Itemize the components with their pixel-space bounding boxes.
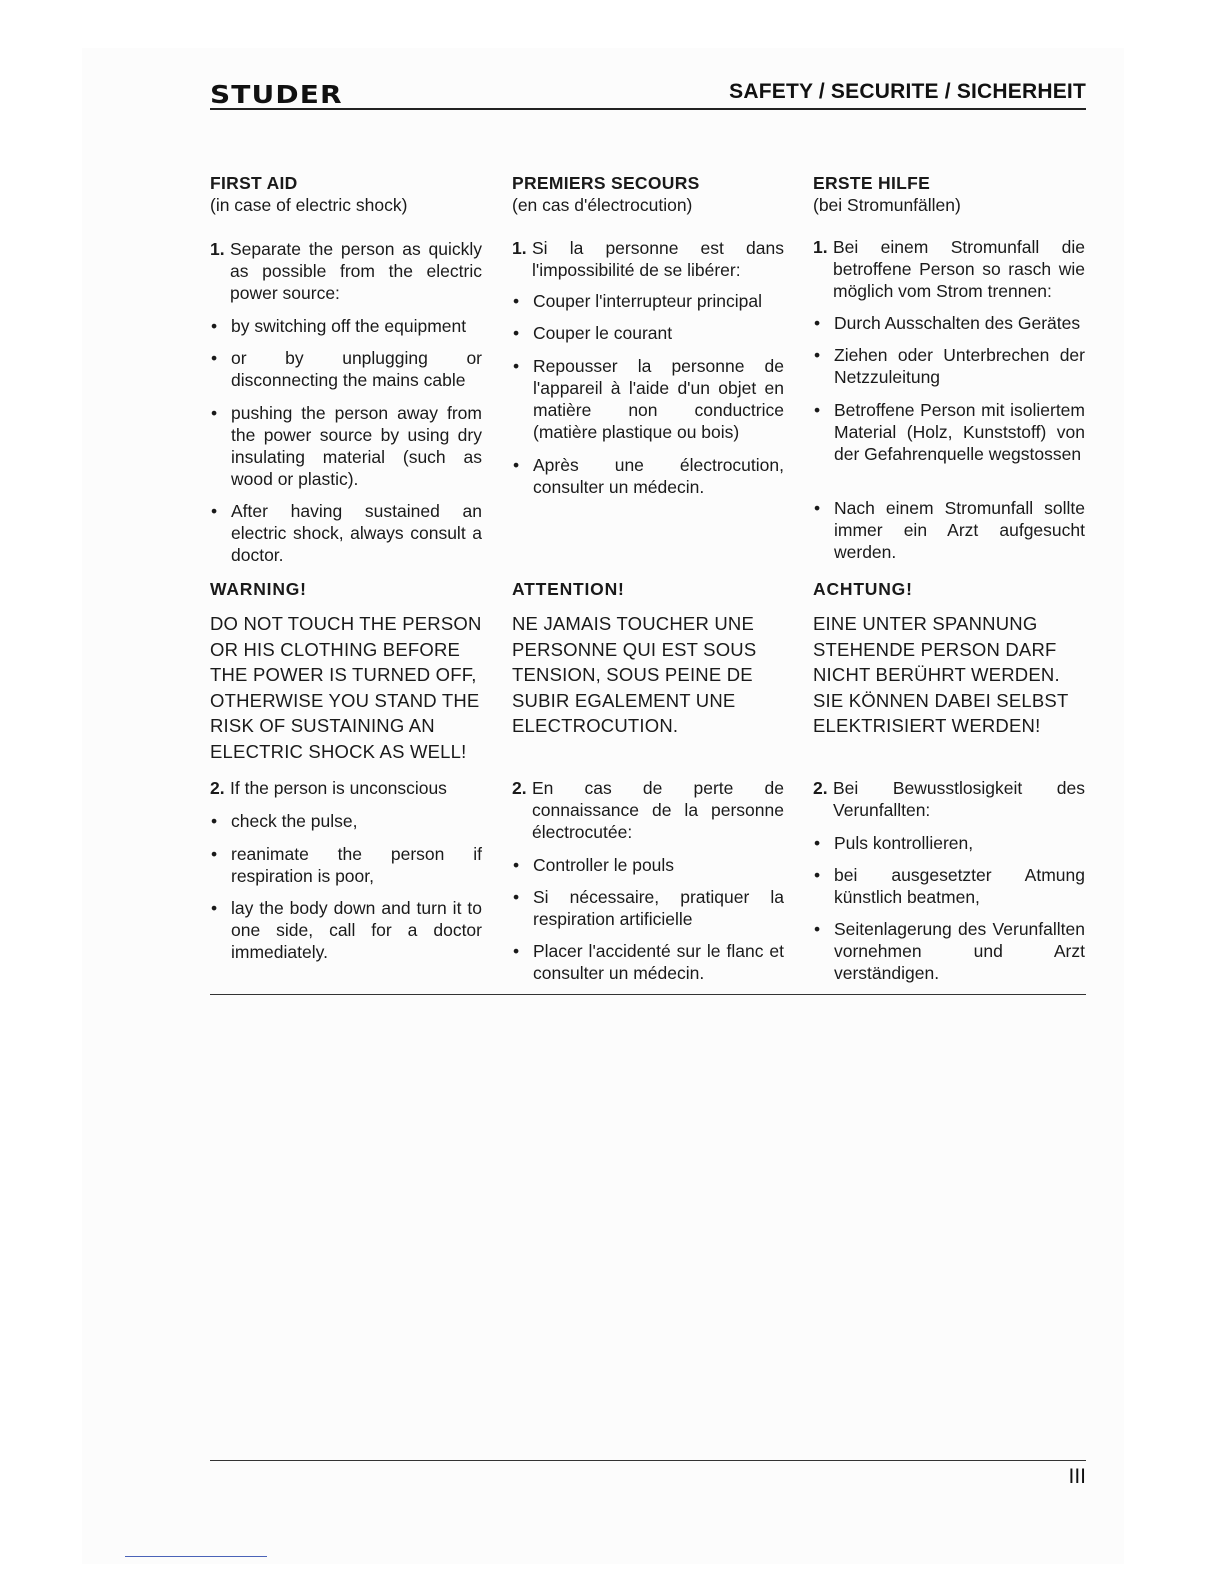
section-heading	[512, 172, 784, 216]
step-text: Bei einem Stromunfall die betroffene Person so rasch wie möglich vom Strom trennen:	[833, 237, 1085, 301]
bullet-icon: •	[814, 400, 821, 420]
section-title: FIRST AID	[210, 173, 298, 193]
bullet-icon: •	[513, 323, 520, 343]
section-heading	[210, 172, 482, 216]
list-item: • check the pulse,	[211, 811, 358, 831]
list-item: • Puls kontrollieren,	[814, 833, 974, 853]
list-item: • reanimate the person if respiration is poor,	[211, 844, 482, 886]
bullet-icon: •	[211, 811, 218, 831]
warning-text: EINE UNTER SPANNUNG STEHENDE PERSON DARF NICHT BERÜHRT WERDEN. SIE KÖNNEN DABEI SELBST ELEKTRISIERT WERDEN!	[813, 613, 1069, 736]
warning-text: DO NOT TOUCH THE PERSON OR HIS CLOTHING BEFORE THE POWER IS TURNED OFF, OTHERWISE YOU STAND THE RISK OF SUSTAINING AN ELECTRIC SHOCK AS WELL!	[210, 613, 482, 762]
bullet-icon: •	[211, 348, 218, 368]
bullet-icon: •	[814, 865, 821, 885]
page-number: III	[1068, 1465, 1086, 1488]
section-subtitle: (en cas d'électrocution)	[512, 195, 693, 215]
section-heading	[813, 172, 1085, 216]
step-text: Si la personne est dans l'impossibilité de se libérer:	[532, 238, 784, 280]
list-item: • Si nécessaire, pratiquer la respiration artificielle	[513, 887, 784, 929]
bullet-icon: •	[814, 345, 821, 365]
step-number: 1.	[813, 237, 828, 257]
section-title: ERSTE HILFE	[813, 173, 931, 193]
bullet-icon: •	[814, 919, 821, 939]
step-number: 1.	[512, 238, 527, 258]
warning-title: WARNING!	[210, 579, 307, 599]
step-text: If the person is unconscious	[230, 778, 447, 798]
list-item: • Nach einem Stromunfall sollte immer ein Arzt aufgesucht werden.	[814, 498, 1085, 562]
warning-title: ATTENTION!	[512, 579, 625, 599]
list-item: • Couper l'interrupteur principal	[513, 291, 763, 311]
list-item: • or by unplugging or disconnecting the mains cable	[211, 348, 482, 390]
step-number: 2.	[813, 778, 828, 798]
step-number: 1.	[210, 239, 225, 259]
list-item: • lay the body down and turn it to one side, call for a doctor immediately.	[211, 898, 482, 962]
step-text: Bei Bewusstlosigkeit des Verunfallten:	[833, 778, 1085, 820]
bullet-icon: •	[814, 313, 821, 333]
step-2	[813, 777, 1085, 821]
list-item: • Couper le courant	[513, 323, 673, 343]
bullet-icon: •	[814, 498, 821, 518]
step-number: 2.	[512, 778, 527, 798]
section-subtitle: (in case of electric shock)	[210, 195, 408, 215]
list-item: • Repousser la personne de l'appareil à l'aide d'un objet en matière non conductrice (matière plastique ou bois)	[513, 356, 784, 442]
step-number: 2.	[210, 778, 225, 798]
footer-link-underline	[125, 1556, 267, 1557]
studer-logo: STUDER	[210, 80, 343, 109]
list-item: • Betroffene Person mit isoliertem Material (Holz, Kunststoff) von der Gefahrenquelle wegstossen	[814, 400, 1085, 464]
list-item: • Controller le pouls	[513, 855, 675, 875]
bullet-icon: •	[211, 316, 218, 336]
page-header	[210, 76, 1086, 110]
step-1	[813, 236, 1085, 302]
bullet-icon: •	[513, 356, 520, 376]
bullet-icon: •	[211, 403, 218, 423]
bullet-icon: •	[513, 455, 520, 475]
bullet-icon: •	[513, 855, 520, 875]
section-divider	[210, 994, 1086, 995]
list-item: • After having sustained an electric shock, always consult a doctor.	[211, 501, 482, 565]
bullet-icon: •	[211, 501, 218, 521]
step-2	[210, 777, 482, 799]
warning-title: ACHTUNG!	[813, 579, 913, 599]
bullet-icon: •	[513, 887, 520, 907]
bullet-icon: •	[513, 941, 520, 961]
step-2	[512, 777, 784, 843]
step-text: En cas de perte de connaissance de la personne électrocutée:	[532, 778, 784, 842]
list-item: • Durch Ausschalten des Gerätes	[814, 313, 1081, 333]
list-item: • Placer l'accidenté sur le flanc et consulter un médecin.	[513, 941, 784, 983]
step-1	[210, 238, 482, 304]
list-item: • by switching off the equipment	[211, 316, 467, 336]
section-subtitle: (bei Stromunfällen)	[813, 195, 961, 215]
step-1	[512, 237, 784, 281]
list-item: • pushing the person away from the power source by using dry insulating material (such as wood or plastic).	[211, 403, 482, 489]
section-title: PREMIERS SECOURS	[512, 173, 700, 193]
warning-text: NE JAMAIS TOUCHER UNE PERSONNE QUI EST SOUS TENSION, SOUS PEINE DE SUBIR EGALEMENT UNE ELECTROCUTION.	[512, 613, 757, 736]
list-item: • Ziehen oder Unterbrechen der Netzzuleitung	[814, 345, 1085, 387]
list-item: • Après une électrocution, consulter un médecin.	[513, 455, 784, 497]
bullet-icon: •	[814, 833, 821, 853]
bullet-icon: •	[211, 844, 218, 864]
list-item: • bei ausgesetzter Atmung künstlich beatmen,	[814, 865, 1085, 907]
page-title: SAFETY / SECURITE / SICHERHEIT	[729, 80, 1086, 103]
footer-divider	[210, 1460, 1086, 1461]
bullet-icon: •	[513, 291, 520, 311]
list-item: • Seitenlagerung des Verunfallten vornehmen und Arzt verständigen.	[814, 919, 1085, 983]
step-text: Separate the person as quickly as possible from the electric power source:	[230, 239, 482, 303]
bullet-icon: •	[211, 898, 218, 918]
